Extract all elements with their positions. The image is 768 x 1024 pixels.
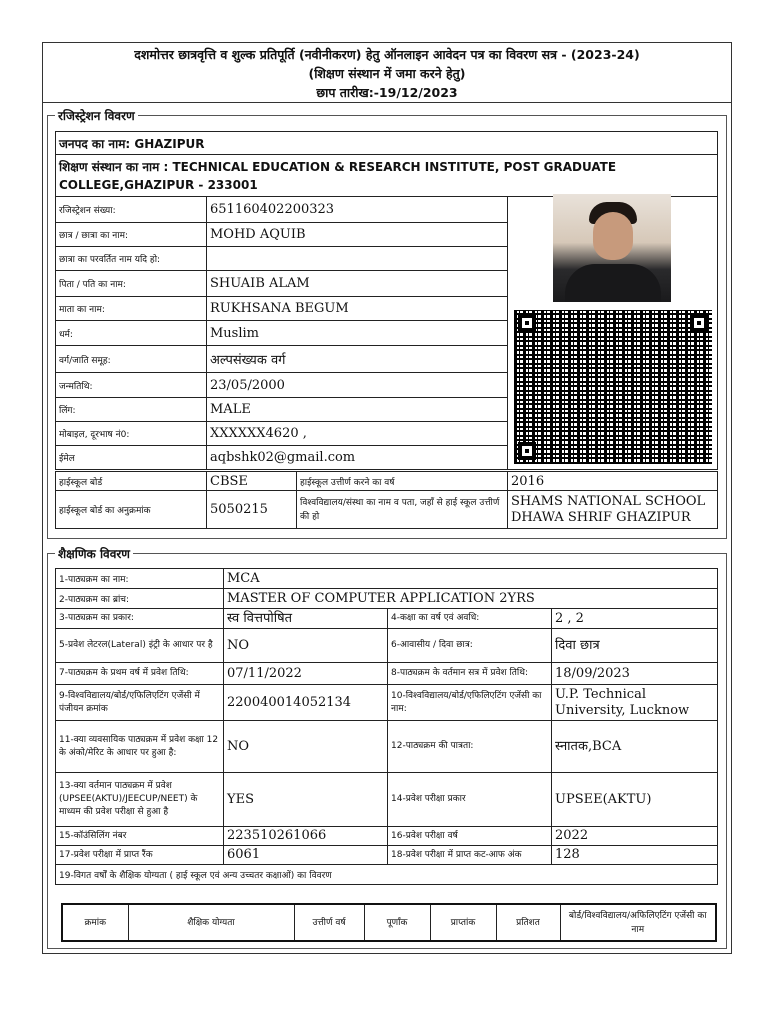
academic-field-value: YES (224, 773, 388, 827)
academic-field-value: UPSEE(AKTU) (552, 773, 718, 827)
hs-roll-label: हाईस्कूल बोर्ड का अनुक्रमांक (56, 491, 207, 529)
registration-field-label: धर्म: (56, 321, 207, 346)
academic-field-value: दिवा छात्र (552, 629, 718, 663)
student-photo (553, 194, 671, 302)
academic-field-label: 16-प्रवेश परीक्षा वर्ष (388, 827, 552, 846)
academic-field-label: 18-प्रवेश परीक्षा में प्राप्त कट-आफ अंक (388, 846, 552, 865)
academic-field-value: NO (224, 721, 388, 773)
past-qualification-header: पूर्णांक (364, 904, 430, 941)
form-subtitle: (शिक्षण संस्थान में जमा करने हेतु) (308, 66, 466, 81)
academic-field-label: 12-पाठ्यक्रम की पात्रता: (388, 721, 552, 773)
academic-field-value: U.P. Technical University, Lucknow (552, 685, 718, 721)
academic-field-label: 6-आवासीय / दिवा छात्र: (388, 629, 552, 663)
course-label: 1-पाठ्यक्रम का नाम: (56, 569, 224, 589)
registration-field-value: अल्पसंख्यक वर्ग (207, 346, 508, 373)
academic-field-value: 18/09/2023 (552, 663, 718, 685)
registration-field-label: माता का नाम: (56, 297, 207, 321)
academic-field-label: 7-पाठ्यक्रम के प्रथम वर्ष में प्रवेश तिथि: (56, 663, 224, 685)
hs-school-value: SHAMS NATIONAL SCHOOL DHAWA SHRIF GHAZIPUR (508, 491, 718, 529)
application-form (42, 42, 732, 954)
academic-field-label: 9-विश्वविद्यालय/बोर्ड/एफिलिएटिंग एजेंसी में पंजीयन क्रमांक (56, 685, 224, 721)
past-qualification-header: बोर्ड/विश्वविद्यालय/अफिलिएटिंग एजेंसी का नाम (560, 904, 716, 941)
institute-name: शिक्षण संस्थान का नाम : TECHNICAL EDUCATION & RESEARCH INSTITUTE, POST GRADUATE COLLEGE,GHAZIPUR - 233001 (56, 155, 718, 197)
branch-value: MASTER OF COMPUTER APPLICATION 2YRS (224, 589, 718, 609)
academic-field-label: 17-प्रवेश परीक्षा में प्राप्त रैंक (56, 846, 224, 865)
academic-field-value: स्व वित्तपोषित (224, 609, 388, 629)
past-qualification-header: क्रमांक (62, 904, 128, 941)
registration-field-label: छात्र / छात्रा का नाम: (56, 223, 207, 247)
academic-field-label: 13-क्या वर्तमान पाठ्यक्रम में प्रवेश (UPSEE(AKTU)/JEECUP/NEET) के माध्यम की प्रवेश परीक्षा से हुआ है (56, 773, 224, 827)
registration-legend: रजिस्ट्रेशन विवरण (55, 107, 138, 124)
academic-field-value: 07/11/2022 (224, 663, 388, 685)
academic-field-label: 10-विश्वविद्यालय/बोर्ड/एफिलिएटिंग एजेंसी का नाम: (388, 685, 552, 721)
hs-year-label: हाईस्कूल उत्तीर्ण करने का वर्ष (297, 472, 508, 491)
academic-field-label: 14-प्रवेश परीक्षा प्रकार (388, 773, 552, 827)
academic-field-value: 223510261066 (224, 827, 388, 846)
academic-field-value: 6061 (224, 846, 388, 865)
academic-field-value: 2022 (552, 827, 718, 846)
hs-school-label: विश्वविद्यालय/संस्था का नाम व पता, जहाँ से हाई स्कूल उत्तीर्ण की हो (297, 491, 508, 529)
hs-roll-value: 5050215 (207, 491, 297, 529)
highschool-table (55, 471, 718, 529)
registration-field-label: मोबाइल, दूरभाष नं0: (56, 422, 207, 446)
academic-row (56, 685, 718, 721)
past-qualification-table (61, 903, 717, 942)
past-qualification-header: प्राप्तांक (430, 904, 496, 941)
academic-row (56, 773, 718, 827)
hs-year-value: 2016 (508, 472, 718, 491)
academic-field-label: 3-पाठ्यक्रम का प्रकार: (56, 609, 224, 629)
hs-board-label: हाईस्कूल बोर्ड (56, 472, 207, 491)
academic-field-value: NO (224, 629, 388, 663)
academic-legend: शैक्षणिक विवरण (55, 545, 133, 562)
registration-field-value: Muslim (207, 321, 508, 346)
registration-field-value: aqbshk02@gmail.com (207, 446, 508, 470)
registration-field-value: MOHD AQUIB (207, 223, 508, 247)
registration-field-value: RUKHSANA BEGUM (207, 297, 508, 321)
past-qualification-header: शैक्षिक योग्यता (128, 904, 294, 941)
academic-field-value: 2 , 2 (552, 609, 718, 629)
academic-field-label: 15-कॉउंसिलिंग नंबर (56, 827, 224, 846)
academic-row (56, 721, 718, 773)
past-qualification-header: प्रतिशत (496, 904, 560, 941)
qr-code (514, 310, 712, 464)
registration-field-label: छात्रा का परवर्तित नाम यदि हो: (56, 247, 207, 271)
form-header (43, 43, 731, 103)
registration-field-label: वर्ग/जाति समूह: (56, 346, 207, 373)
hs-board-value: CBSE (207, 472, 297, 491)
academic-field-value: 128 (552, 846, 718, 865)
registration-field-value (207, 247, 508, 271)
print-date: छाप तारीख:-19/12/2023 (316, 85, 458, 100)
branch-label: 2-पाठ्यक्रम का ब्रांच: (56, 589, 224, 609)
academic-field-label: 8-पाठ्यक्रम के वर्तमान सत्र में प्रवेश तिथि: (388, 663, 552, 685)
form-title: दशमोत्तर छात्रवृत्ति व शुल्क प्रतिपूर्ति (नवीनीकरण) हेतु ऑनलाइन आवेदन पत्र का विवरण सत्र - (2023-24) (134, 47, 640, 62)
academic-row (56, 827, 718, 846)
academic-row (56, 629, 718, 663)
academic-field-label: 5-प्रवेश लेटरल(Lateral) इंट्री के आधार पर है (56, 629, 224, 663)
district-name: जनपद का नाम: GHAZIPUR (56, 132, 718, 155)
registration-field-value: MALE (207, 398, 508, 422)
academic-field-value: स्नातक,BCA (552, 721, 718, 773)
registration-field-label: जन्मतिथि: (56, 373, 207, 398)
academic-row (56, 846, 718, 865)
academic-row (56, 609, 718, 629)
registration-field-label: ईमेल (56, 446, 207, 470)
academic-field-label: 4-कक्षा का वर्ष एवं अवधि: (388, 609, 552, 629)
academic-row (56, 663, 718, 685)
registration-field-value: 23/05/2000 (207, 373, 508, 398)
registration-field-value: XXXXXX4620 , (207, 422, 508, 446)
registration-field-label: पिता / पति का नाम: (56, 271, 207, 297)
registration-field-label: लिंग: (56, 398, 207, 422)
registration-field-label: रजिस्ट्रेशन संख्या: (56, 197, 207, 223)
academic-field-label: 11-क्या व्यवसायिक पाठ्यक्रम में प्रवेश कक्षा 12 के अंको/मेरिट के आधार पर हुआ है: (56, 721, 224, 773)
past-qualification-header: उत्तीर्ण वर्ष (294, 904, 364, 941)
academic-table (55, 568, 718, 885)
course-value: MCA (224, 569, 718, 589)
academic-field-value: 220040014052134 (224, 685, 388, 721)
registration-field-value: SHUAIB ALAM (207, 271, 508, 297)
registration-field-value: 651160402200323 (207, 197, 508, 223)
past-qualification-heading: 19-विगत वर्षों के शैक्षिक योग्यता ( हाई स्कूल एवं अन्य उच्चतर कक्षाओं) का विवरण (56, 865, 718, 885)
